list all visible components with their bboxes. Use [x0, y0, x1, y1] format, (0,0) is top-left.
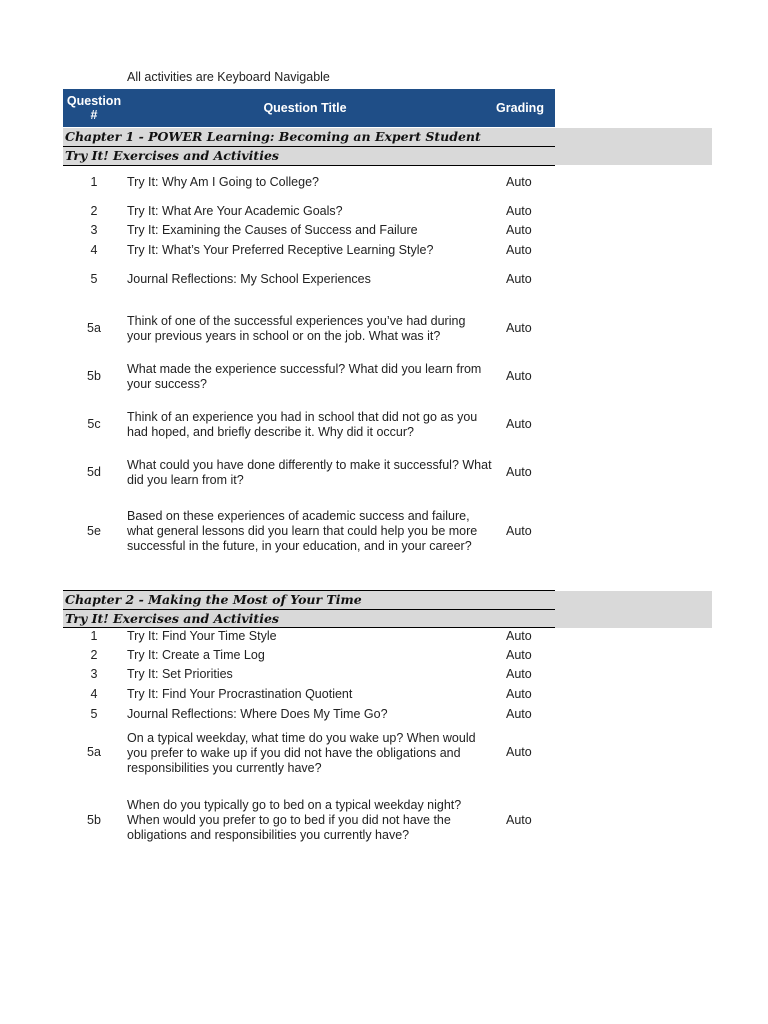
question-title: Based on these experiences of academic success and failure, what general lessons did you learn that could help you be more successful in the future, in your education, and in your career?: [127, 509, 478, 553]
question-number: 2: [90, 648, 98, 662]
question-grading: Auto: [506, 417, 532, 431]
question-grading: Auto: [506, 745, 532, 759]
question-number: 1: [90, 175, 98, 189]
question-number: 1: [90, 629, 98, 643]
question-number: 5c: [87, 417, 101, 431]
chapter-1-subtitle-divider: [63, 165, 555, 166]
question-title: Try It: Why Am I Going to College?: [127, 175, 319, 189]
question-grading: Auto: [506, 204, 532, 218]
question-number: 3: [90, 223, 98, 237]
chapter-2-subtitle-divider: [63, 627, 555, 628]
question-number: 5a: [87, 745, 101, 759]
chapter-2-subtitle: Try It! Exercises and Activities: [65, 611, 279, 626]
question-title: On a typical weekday, what time do you wake up? When would you prefer to wake up if you did not have the obligations and responsibilities you currently have?: [127, 731, 476, 775]
question-grading: Auto: [506, 687, 532, 701]
question-title: Try It: What’s Your Preferred Receptive Learning Style?: [127, 243, 434, 257]
question-grading: Auto: [506, 321, 532, 335]
question-number: 5e: [87, 524, 101, 538]
question-title: Journal Reflections: My School Experiences: [127, 272, 371, 286]
question-grading: Auto: [506, 243, 532, 257]
question-number: 3: [90, 667, 98, 681]
question-grading: Auto: [506, 629, 532, 643]
question-number: 4: [90, 243, 98, 257]
chapter-1-title: Chapter 1 - POWER Learning: Becoming an Expert Student: [65, 129, 481, 144]
table-header: [63, 89, 555, 127]
question-grading: Auto: [506, 648, 532, 662]
question-title: What made the experience successful? What did you learn from your success?: [127, 362, 482, 391]
question-grading: Auto: [506, 667, 532, 681]
question-grading: Auto: [506, 524, 532, 538]
header-question-title: Question Title: [263, 101, 347, 115]
question-title: Try It: Find Your Time Style: [127, 629, 277, 643]
question-title: Try It: Set Priorities: [127, 667, 233, 681]
question-title: Journal Reflections: Where Does My Time Go?: [127, 707, 388, 721]
question-title: What could you have done differently to make it successful? What did you learn from it?: [127, 458, 492, 487]
chapter-2-title: Chapter 2 - Making the Most of Your Time: [65, 592, 362, 607]
question-title: Think of one of the successful experiences you’ve had during your previous years in school or on the job. What was it?: [127, 314, 466, 343]
question-title: Think of an experience you had in school that did not go as you had hoped, and briefly describe it. Why did it occur?: [127, 410, 478, 439]
question-number: 5: [90, 707, 98, 721]
question-title: Try It: Find Your Procrastination Quotient: [127, 687, 353, 701]
chapter-1-divider: [63, 146, 555, 147]
question-grading: Auto: [506, 272, 532, 286]
question-number: 4: [90, 687, 98, 701]
question-grading: Auto: [506, 175, 532, 189]
question-number: 5a: [87, 321, 101, 335]
header-question-number: Question #: [66, 94, 122, 122]
question-number: 2: [90, 204, 98, 218]
question-grading: Auto: [506, 707, 532, 721]
question-grading: Auto: [506, 813, 532, 827]
question-grading: Auto: [506, 223, 532, 237]
question-number: 5b: [87, 369, 101, 383]
keyboard-navigable-note: All activities are Keyboard Navigable: [127, 70, 330, 84]
chapter-1-subtitle: Try It! Exercises and Activities: [65, 148, 279, 163]
question-number: 5d: [87, 465, 101, 479]
question-title: Try It: Create a Time Log: [127, 648, 265, 662]
question-title: Try It: Examining the Causes of Success and Failure: [127, 223, 418, 237]
question-number: 5: [90, 272, 98, 286]
question-number: 5b: [87, 813, 101, 827]
question-grading: Auto: [506, 465, 532, 479]
question-title: Try It: What Are Your Academic Goals?: [127, 204, 343, 218]
question-title: When do you typically go to bed on a typical weekday night? When would you prefer to go to bed if you did not have the obligations and responsibilities you currently have?: [127, 798, 462, 842]
chapter-2-divider: [63, 609, 555, 610]
question-grading: Auto: [506, 369, 532, 383]
header-grading: Grading: [496, 101, 544, 115]
